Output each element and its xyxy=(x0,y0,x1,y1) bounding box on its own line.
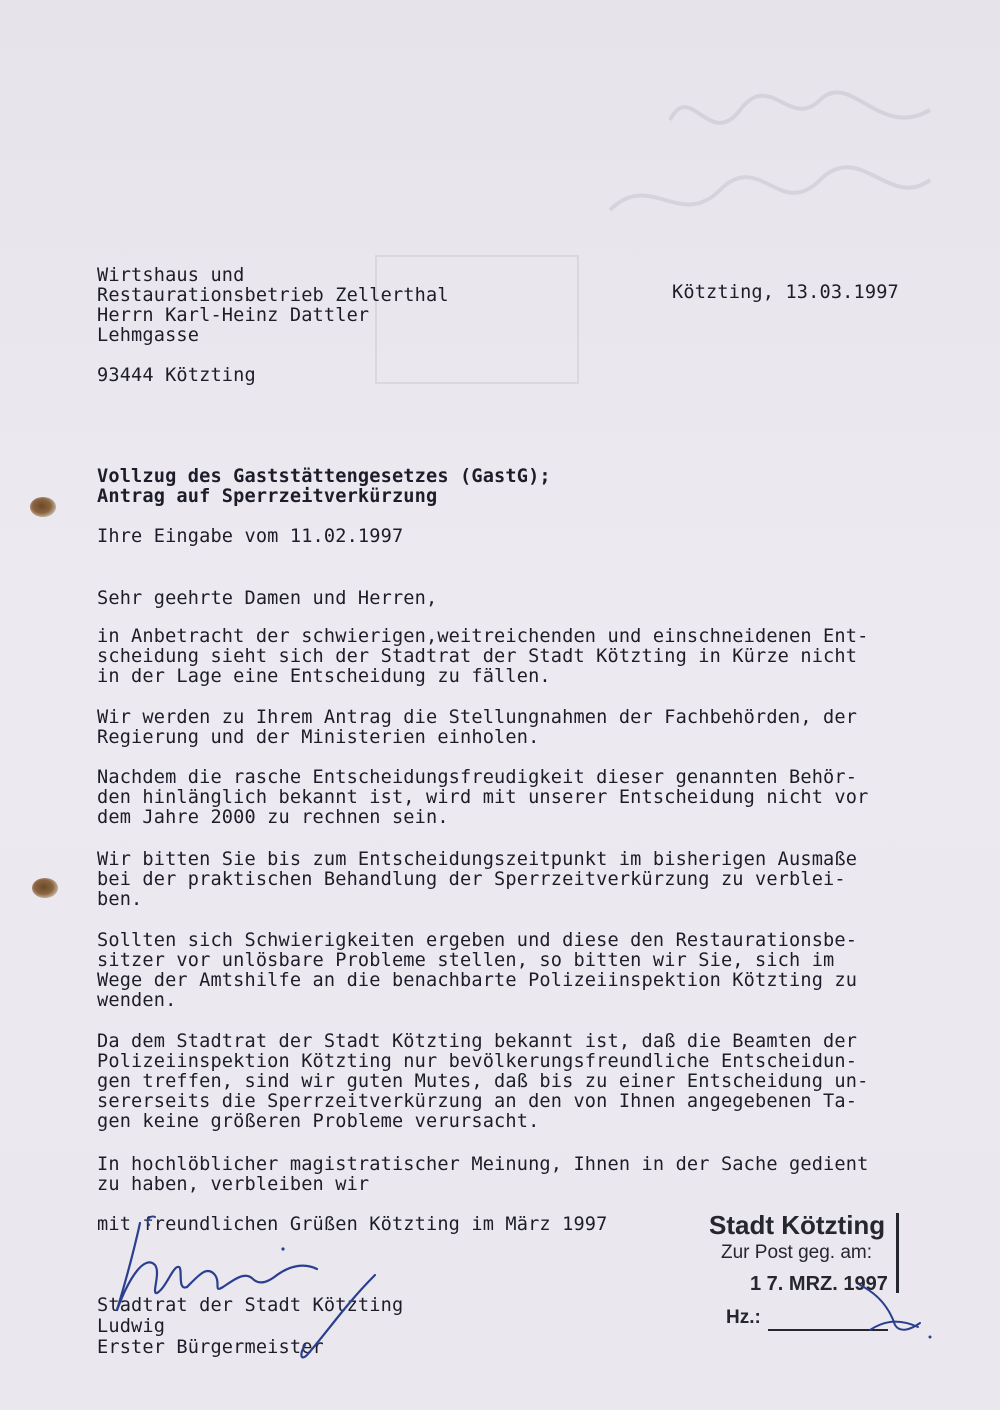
body-line: gen keine größeren Probleme verursacht. xyxy=(97,1111,540,1132)
punch-hole xyxy=(30,497,56,517)
body-line: in der Lage eine Entscheidung zu fällen. xyxy=(97,666,551,687)
closing: mit freundlichen Grüßen Kötzting im März 1997 xyxy=(97,1214,608,1235)
body-line: wenden. xyxy=(97,990,177,1011)
recipient-line: Wirtshaus und xyxy=(97,265,245,286)
subject-line: Vollzug des Gaststättengesetzes (GastG); xyxy=(97,466,551,487)
bleed-through-handwriting xyxy=(590,70,950,240)
body-line: bei der praktischen Behandlung der Sperrzeitverkürzung zu verblei- xyxy=(97,869,846,890)
post-stamp xyxy=(700,1205,935,1340)
signature-line: Ludwig xyxy=(97,1316,166,1337)
subject-line: Antrag auf Sperrzeitverkürzung xyxy=(97,486,438,507)
body-line: scheidung sieht sich der Stadtrat der Stadt Kötzting in Kürze nicht xyxy=(97,646,858,667)
recipient-line: Herrn Karl-Heinz Dattler xyxy=(97,305,370,326)
body-line: den hinlänglich bekannt ist, wird mit unserer Entscheidung nicht vor xyxy=(97,787,869,808)
reference-line: Ihre Eingabe vom 11.02.1997 xyxy=(97,526,404,547)
body-line: In hochlöblicher magistratischer Meinung, Ihnen in der Sache gedient xyxy=(97,1154,869,1175)
stamp-title: Stadt Kötzting xyxy=(709,1210,886,1240)
recipient-line: Lehmgasse xyxy=(97,325,200,346)
body-line: Nachdem die rasche Entscheidungsfreudigkeit dieser genannten Behör- xyxy=(97,767,858,788)
body-line: dem Jahre 2000 zu rechnen sein. xyxy=(97,807,449,828)
body-line: Wir bitten Sie bis zum Entscheidungszeitpunkt im bisherigen Ausmaße xyxy=(97,849,858,870)
body-line: Wir werden zu Ihrem Antrag die Stellungnahmen der Fachbehörden, der xyxy=(97,707,858,728)
stamp-date: 1 7. MRZ. 1997 xyxy=(750,1273,888,1295)
body-line: in Anbetracht der schwierigen,weitreichenden und einschneidenen Ent- xyxy=(97,626,869,647)
bleed-through-stamp xyxy=(375,255,579,384)
stamp-border xyxy=(896,1213,899,1293)
signature-line: Erster Bürgermeister xyxy=(97,1337,324,1358)
body-line: Polizeiinspektion Kötzting nur bevölkerungsfreundliche Entscheidun- xyxy=(97,1051,858,1072)
place-date: Kötzting, 13.03.1997 xyxy=(672,282,899,303)
body-line: zu haben, verbleiben wir xyxy=(97,1174,370,1195)
stamp-post-label: Zur Post geg. am: xyxy=(721,1242,873,1263)
punch-hole xyxy=(32,878,58,898)
stamp-hz-label: Hz.: xyxy=(726,1307,761,1328)
body-line: ben. xyxy=(97,889,143,910)
body-line: Da dem Stadtrat der Stadt Kötzting bekannt ist, daß die Beamten der xyxy=(97,1031,858,1052)
body-line: Wege der Amtshilfe an die benachbarte Polizeiinspektion Kötzting zu xyxy=(97,970,858,991)
body-line: gen treffen, sind wir guten Mutes, daß bis zu einer Entscheidung un- xyxy=(97,1071,869,1092)
recipient-line: Restaurationsbetrieb Zellerthal xyxy=(97,285,449,306)
body-line: Regierung und der Ministerien einholen. xyxy=(97,727,540,748)
salutation: Sehr geehrte Damen und Herren, xyxy=(97,588,438,609)
signature-line: Stadtrat der Stadt Kötzting xyxy=(97,1295,404,1316)
recipient-line: 93444 Kötzting xyxy=(97,365,256,386)
body-line: Sollten sich Schwierigkeiten ergeben und diese den Restaurationsbe- xyxy=(97,930,858,951)
body-line: sitzer vor unlösbare Probleme stellen, so bitten wir Sie, sich im xyxy=(97,950,835,971)
body-line: sererseits die Sperrzeitverkürzung an den von Ihnen angegebenen Ta- xyxy=(97,1091,858,1112)
stamp-hz-underline xyxy=(768,1329,888,1331)
